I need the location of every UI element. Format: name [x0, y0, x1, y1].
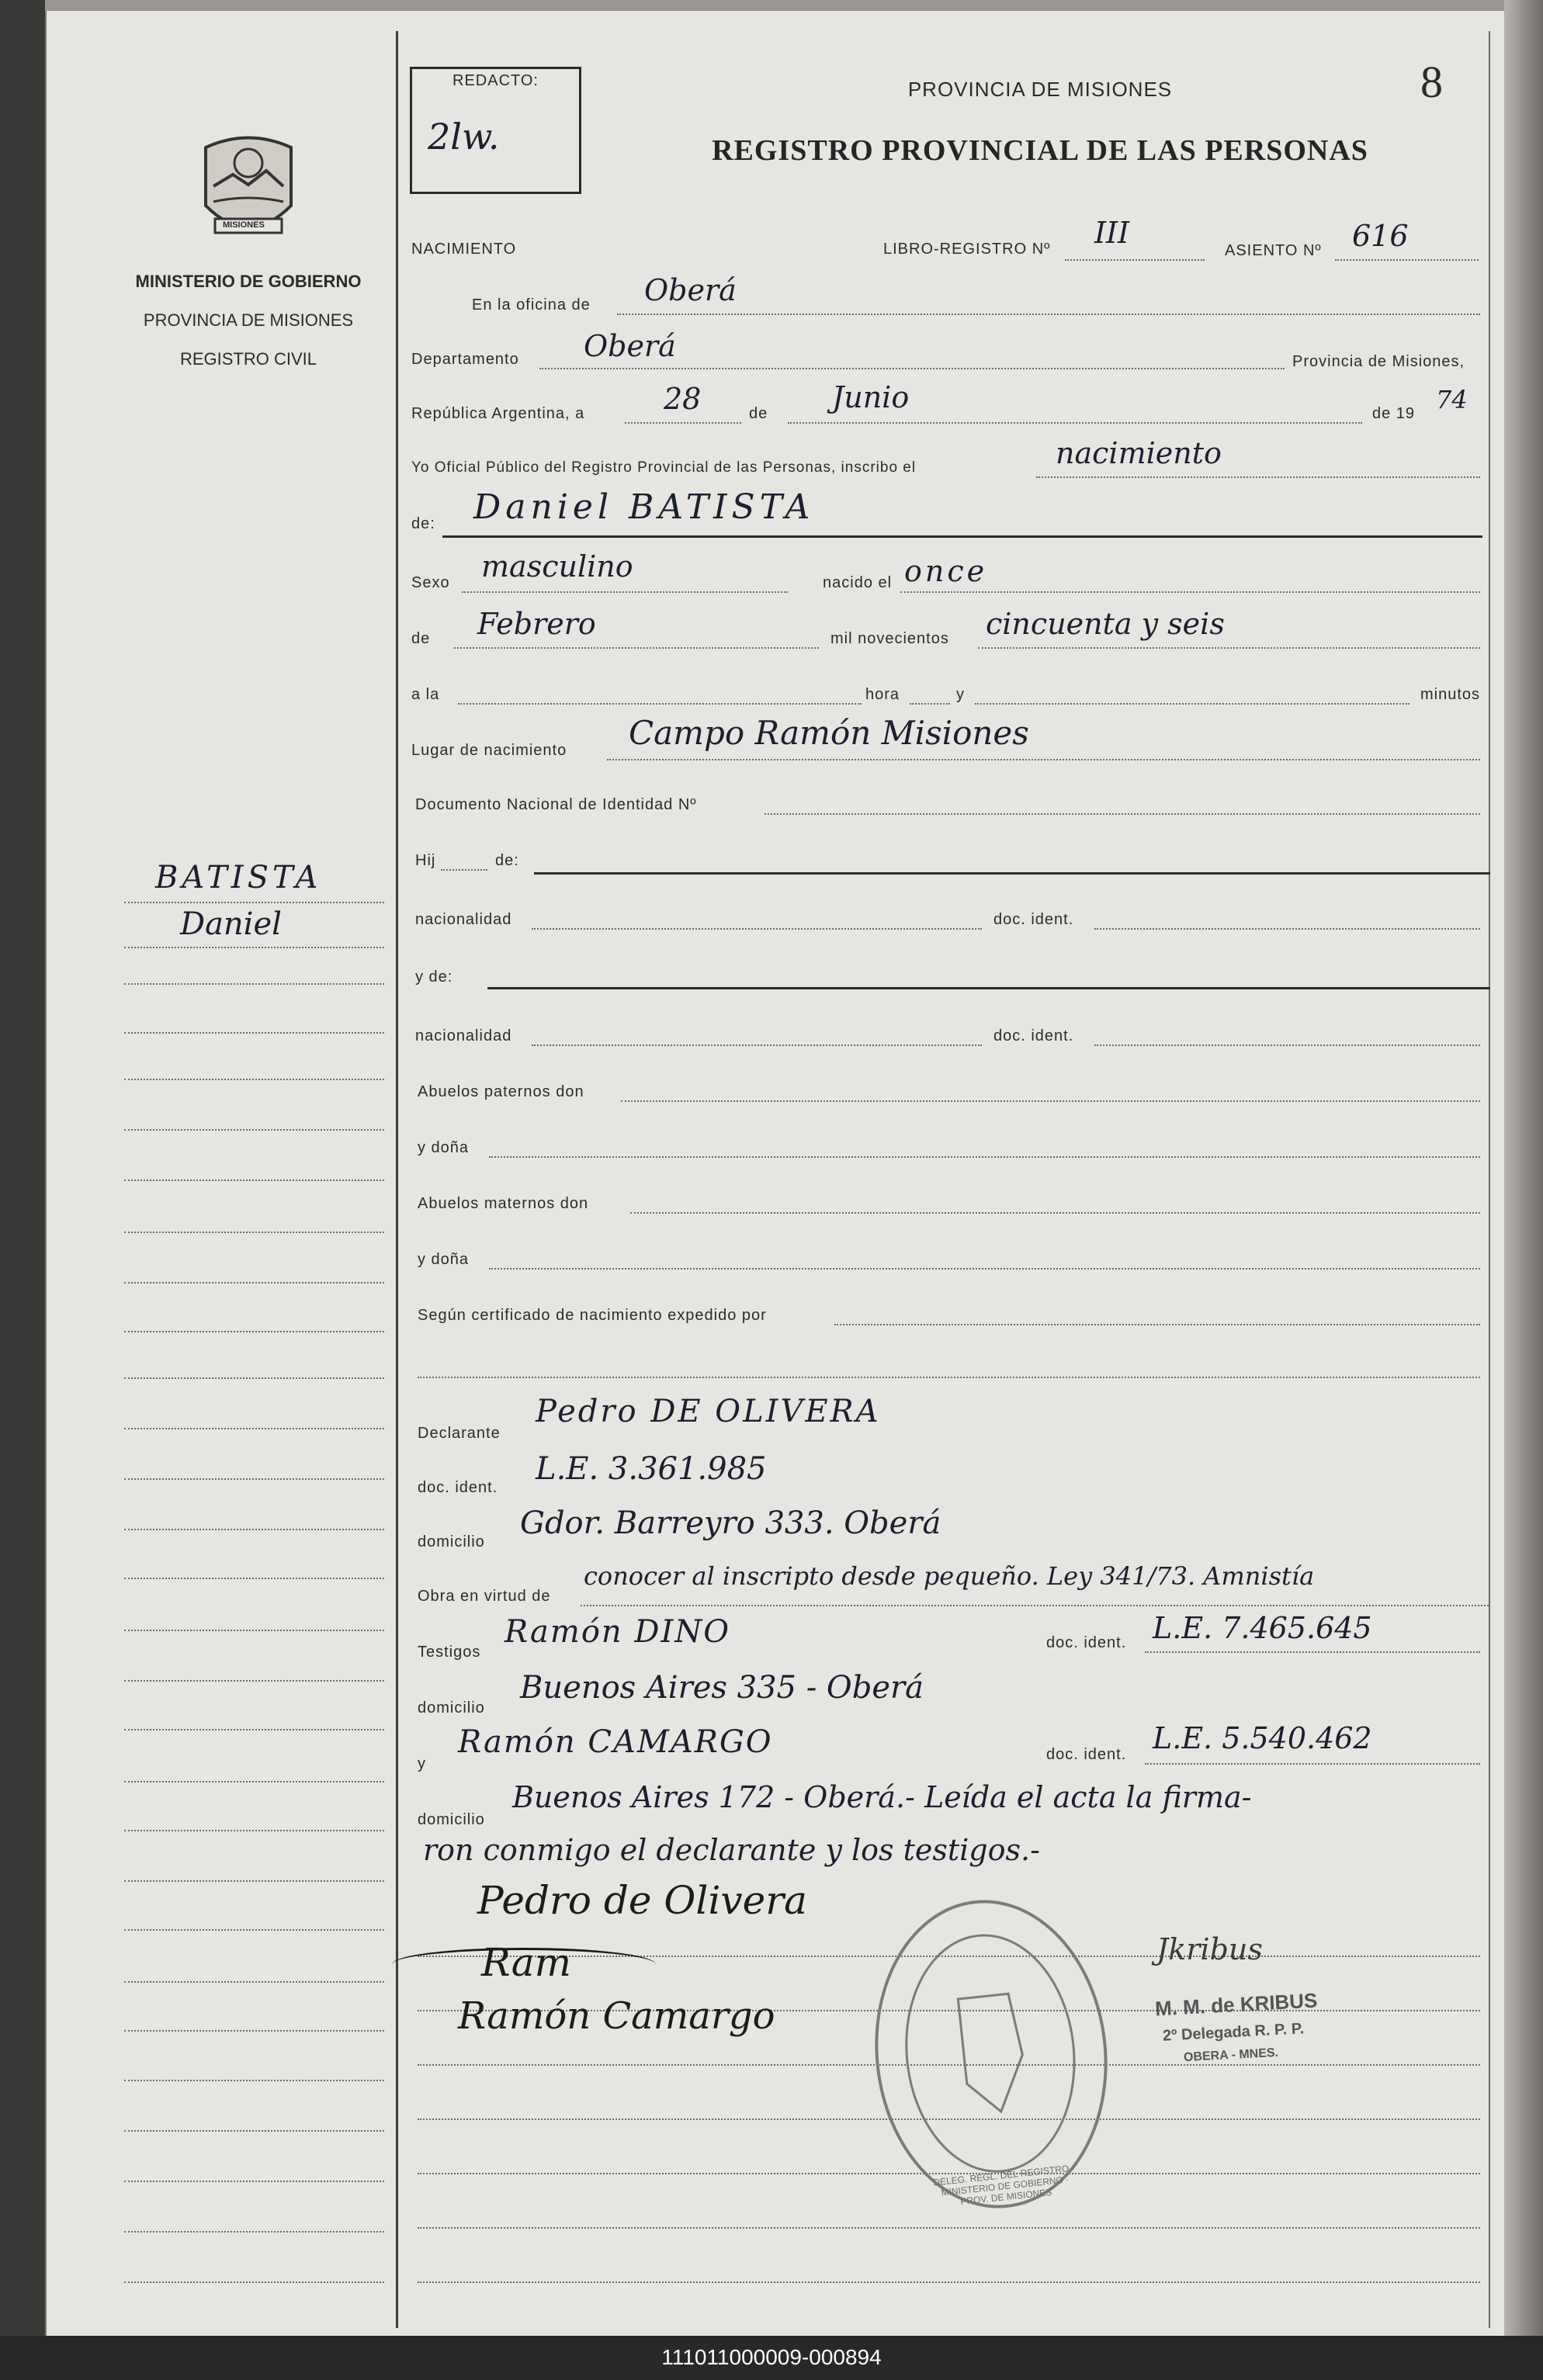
mes-value: Junio — [832, 380, 910, 414]
domicilio-label: domicilio — [418, 1533, 485, 1550]
seal-text: MISIONES — [223, 220, 265, 230]
oficina-value: Oberá — [644, 273, 737, 307]
margin-line — [124, 2281, 384, 2283]
margin-line — [124, 1680, 384, 1682]
margin-line — [124, 1079, 384, 1080]
testigo2-doc-line — [1145, 1763, 1480, 1765]
nacionalidad-line — [532, 1044, 982, 1046]
nacionalidad-label: nacionalidad — [415, 911, 512, 928]
margin-line — [124, 1032, 384, 1034]
margin-line — [124, 902, 384, 903]
obra-label: Obra en virtud de — [418, 1588, 551, 1605]
min-line — [975, 703, 1410, 705]
margin-line — [124, 1981, 384, 1983]
yo-oficial-label: Yo Oficial Público del Registro Provincial de las Personas, inscribo el — [411, 459, 917, 476]
asiento-line — [1335, 259, 1479, 261]
signature-testigo2: Ramón Camargo — [458, 1994, 775, 2038]
provincia-label: Provincia de Misiones, — [1292, 353, 1465, 370]
margin-line — [124, 1880, 384, 1882]
hij-line — [441, 869, 487, 871]
redacto-value: 2lw. — [428, 116, 500, 158]
binding-gutter — [0, 0, 45, 2336]
docident-line — [1094, 928, 1480, 930]
nacionalidad-line — [532, 928, 982, 930]
departamento-line — [539, 368, 1285, 369]
asiento-value: 616 — [1352, 219, 1409, 253]
obra-value: conocer al inscripto desde pequeño. Ley 341/73. Amnistía — [584, 1561, 1315, 1591]
testigo1-value: Ramón DINO — [505, 1614, 731, 1650]
province-seal-icon — [198, 132, 299, 248]
sexo-label: Sexo — [411, 574, 450, 591]
margin-rule — [396, 31, 398, 2328]
nacionalidad-label-2: nacionalidad — [415, 1027, 512, 1044]
abuelos-line — [630, 1212, 1480, 1214]
yo-value: nacimiento — [1056, 436, 1222, 470]
mes-nac-line — [454, 647, 819, 649]
margin-line — [124, 1232, 384, 1233]
testigo1-docident-label: doc. ident. — [1046, 1634, 1127, 1651]
hora-label: hora — [865, 686, 900, 703]
segun-label: Según certificado de nacimiento expedido por — [418, 1307, 767, 1324]
margin-line — [124, 1529, 384, 1530]
registry-round-stamp — [860, 1889, 1122, 2220]
margin-line — [124, 1180, 384, 1181]
ydona-label: y doña — [418, 1139, 470, 1156]
testigo1-doc-line — [1145, 1651, 1480, 1653]
dia-line — [625, 422, 741, 424]
redacto-label: REDACTO: — [452, 72, 539, 89]
nacido-line — [900, 591, 1480, 593]
anio-nac-line — [978, 647, 1480, 649]
anio-label: de 19 — [1372, 405, 1416, 422]
docident-label-2: doc. ident. — [993, 1027, 1074, 1044]
lugar-label: Lugar de nacimiento — [411, 742, 567, 759]
margin-line — [124, 1377, 384, 1379]
page-edge — [1504, 0, 1543, 2336]
docident-line — [1094, 1044, 1480, 1046]
yde-line — [487, 987, 1490, 989]
right-rule — [1489, 31, 1490, 2328]
de2-label: de — [411, 630, 431, 647]
lugar-value: Campo Ramón Misiones — [629, 714, 1029, 752]
dni-line — [765, 813, 1480, 815]
official-signature: Jkribus — [1156, 1932, 1263, 1966]
segun-line — [834, 1324, 1480, 1325]
de-nombre-label: de: — [411, 515, 435, 532]
margin-line — [124, 1578, 384, 1579]
hij-de-line — [534, 872, 1490, 875]
header-province: PROVINCIA DE MISIONES — [907, 78, 1173, 101]
scan-id: 111011000009-000894 — [661, 2345, 882, 2369]
testigo2-dom-value: Buenos Aires 172 - Oberá.- Leída el acta la firma- — [512, 1780, 1252, 1814]
mes-line — [788, 422, 1362, 424]
mes-nac-value: Febrero — [477, 607, 596, 641]
declarante-label: Declarante — [418, 1425, 501, 1442]
oficina-label: En la oficina de — [472, 296, 591, 314]
signature-testigo1: Ram — [481, 1940, 572, 1985]
abuelos-line — [621, 1100, 1480, 1102]
anio-value: 74 — [1436, 385, 1468, 414]
redacto-box — [410, 67, 581, 194]
obra-line — [581, 1605, 1489, 1606]
blank-line — [418, 2227, 1480, 2229]
libro-line — [1065, 259, 1205, 261]
margin-line — [124, 2181, 384, 2182]
margin-surname: BATISTA — [155, 860, 322, 896]
cierre-value: ron conmigo el declarante y los testigos.- — [423, 1833, 1040, 1867]
round-stamp-text: DELEG. REGL. DEL REGISTRO · MINISTERIO DE GOBIERNO · PROV. DE MISIONES — [932, 2162, 1076, 2208]
margin-line — [124, 2080, 384, 2081]
margin-line — [124, 2030, 384, 2032]
ydona-label-2: y doña — [418, 1251, 470, 1268]
y-label: y — [956, 686, 965, 703]
margin-line — [124, 1729, 384, 1730]
ministry-province: PROVINCIA DE MISIONES — [143, 310, 354, 330]
margin-line — [124, 1282, 384, 1284]
yo-line — [1036, 476, 1480, 478]
page-number: 8 — [1420, 57, 1443, 107]
declarante-value: Pedro DE OLIVERA — [536, 1394, 881, 1429]
departamento-label: Departamento — [411, 351, 519, 368]
margin-given-name: Daniel — [180, 906, 282, 942]
nombre-line — [442, 535, 1482, 538]
libro-label: LIBRO-REGISTRO Nº — [883, 241, 1051, 258]
sexo-line — [462, 591, 788, 593]
ala-label: a la — [411, 686, 440, 703]
ydona-line — [489, 1156, 1480, 1158]
hora-line — [910, 703, 950, 705]
hij-label: Hij — [415, 852, 436, 869]
segun-line-2 — [418, 1377, 1480, 1378]
margin-line — [124, 983, 384, 985]
official-name: M. M. de KRIBUS — [1154, 1988, 1319, 2021]
margin-line — [124, 1929, 384, 1931]
anio-nac-value: cincuenta y seis — [986, 607, 1225, 641]
margin-line — [124, 1830, 384, 1831]
abuelos-maternos-label: Abuelos maternos don — [418, 1195, 589, 1212]
libro-value: III — [1094, 216, 1130, 250]
signature-declarante: Pedro de Olivera — [477, 1878, 807, 1923]
nacido-value: once — [904, 554, 988, 588]
margin-line — [124, 1331, 384, 1332]
margin-line — [124, 1630, 384, 1631]
margin-line — [124, 2231, 384, 2233]
minutos-label: minutos — [1420, 686, 1481, 703]
margin-line — [124, 2130, 384, 2132]
margin-line — [124, 1129, 384, 1131]
nombre-value: Daniel BATISTA — [473, 487, 815, 527]
hij-de-label: de: — [495, 852, 519, 869]
margin-line — [124, 1478, 384, 1480]
official-role: 2º Delegada R. P. P. — [1162, 2020, 1305, 2045]
ministry-name: MINISTERIO DE GOBIERNO — [135, 272, 362, 291]
testigo1-dom-label: domicilio — [418, 1699, 485, 1717]
ydona-line — [489, 1268, 1480, 1270]
ministry-registry: REGISTRO CIVIL — [179, 349, 317, 369]
margin-line — [124, 947, 384, 948]
y-testigo-label: y — [418, 1755, 426, 1772]
doc-ident-label: doc. ident. — [418, 1479, 498, 1496]
mil-label: mil novecientos — [830, 630, 949, 647]
domicilio-value: Gdor. Barreyro 333. Oberá — [520, 1505, 941, 1541]
asiento-label: ASIENTO Nº — [1225, 242, 1322, 259]
oficina-line — [617, 314, 1480, 315]
sexo-value: masculino — [481, 549, 633, 584]
lugar-line — [607, 759, 1480, 760]
nacido-label: nacido el — [823, 574, 893, 591]
testigo2-value: Ramón CAMARGO — [458, 1724, 773, 1760]
testigos-label: Testigos — [418, 1644, 481, 1661]
nacimiento-label: NACIMIENTO — [411, 241, 517, 258]
departamento-value: Oberá — [584, 329, 676, 363]
republica-label: República Argentina, a — [411, 405, 585, 422]
dni-label: Documento Nacional de Identidad Nº — [415, 796, 697, 813]
official-location: OBERA - MNES. — [1183, 2046, 1279, 2065]
doc-ident-value: L.E. 3.361.985 — [536, 1451, 767, 1487]
margin-line — [124, 1781, 384, 1782]
blank-line — [418, 2281, 1480, 2283]
page-title: REGISTRO PROVINCIAL DE LAS PERSONAS — [712, 134, 1368, 167]
testigo2-doc-value: L.E. 5.540.462 — [1153, 1721, 1372, 1755]
ala-line — [458, 703, 862, 705]
margin-line — [124, 1428, 384, 1429]
de-label: de — [749, 405, 768, 422]
testigo2-docident-label: doc. ident. — [1046, 1746, 1127, 1763]
dia-value: 28 — [664, 382, 702, 416]
yde-label: y de: — [415, 968, 453, 986]
testigo1-dom-value: Buenos Aires 335 - Oberá — [520, 1670, 924, 1706]
abuelos-paternos-label: Abuelos paternos don — [418, 1083, 584, 1100]
docident-label: doc. ident. — [993, 911, 1074, 928]
testigo1-doc-value: L.E. 7.465.645 — [1153, 1611, 1372, 1645]
testigo2-dom-label: domicilio — [418, 1811, 485, 1828]
